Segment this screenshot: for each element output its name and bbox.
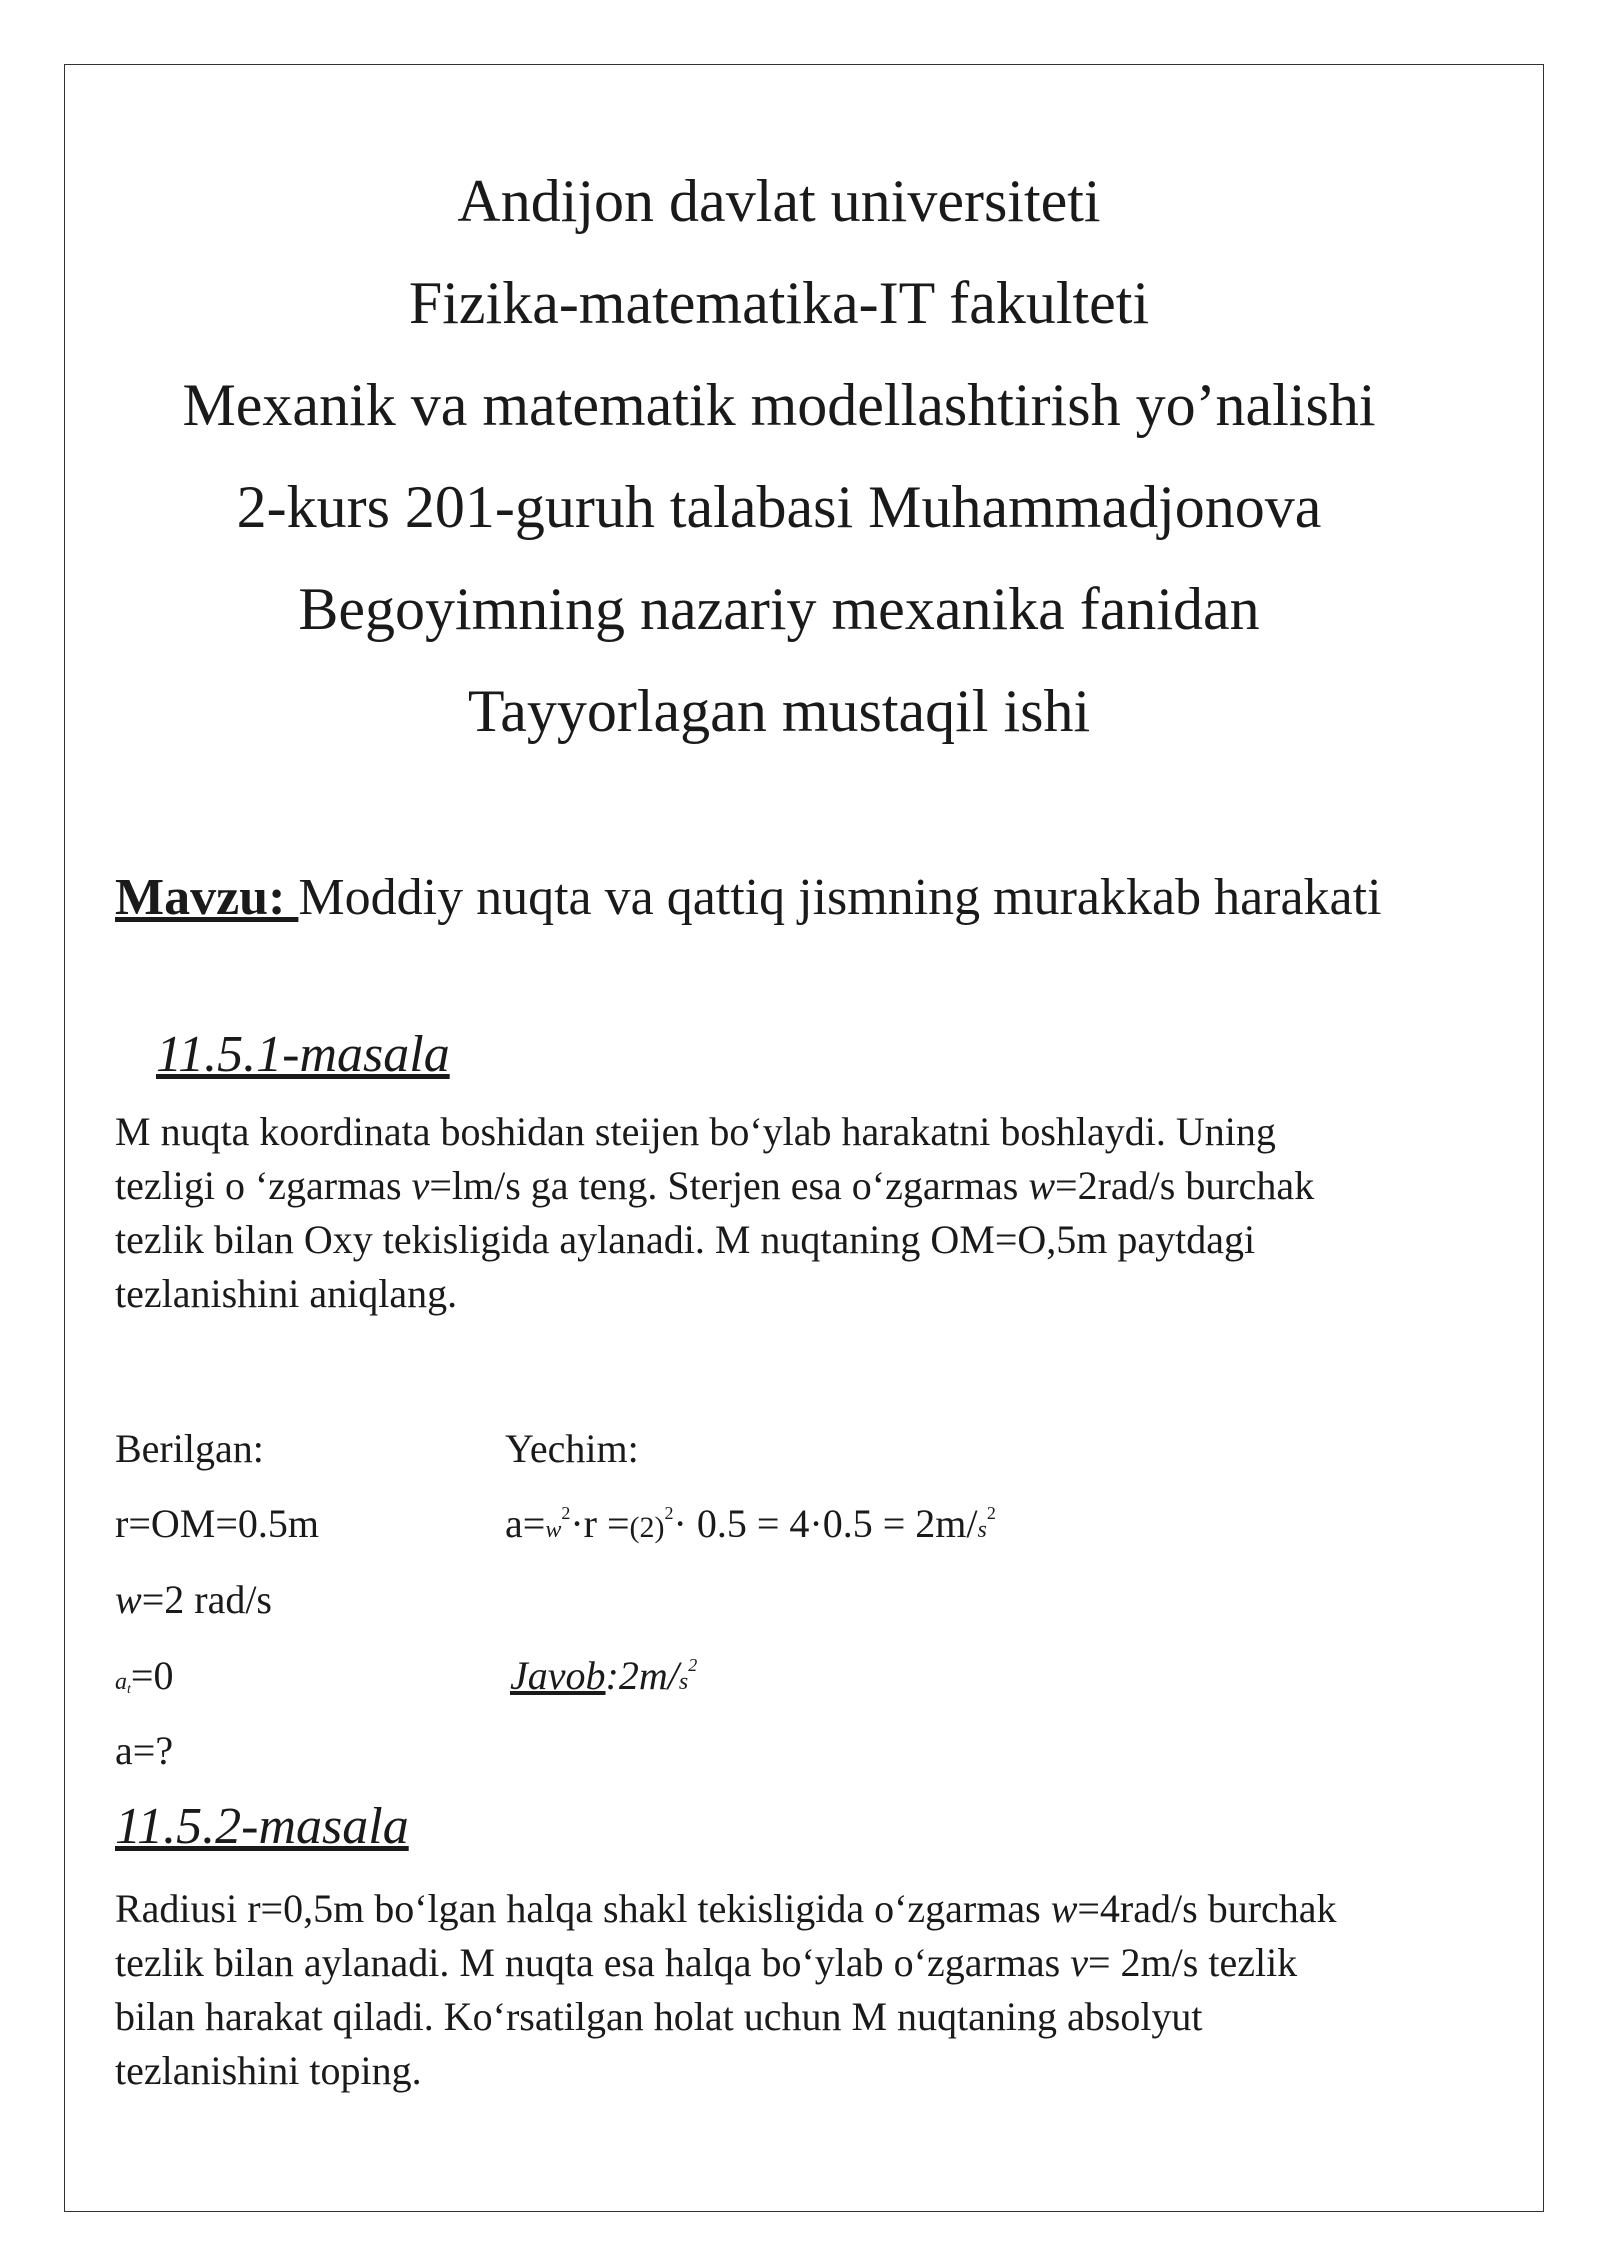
work-type-line: Tayyorlagan mustaqil ishi: [467, 678, 1091, 744]
omega-symbol: w: [1050, 1886, 1078, 1931]
square-exponent: 2: [986, 1503, 996, 1523]
title-block: [64, 150, 1494, 762]
omega-symbol: w: [1028, 1163, 1056, 1208]
program-name: Mexanik va matematik modellashtirish yo’nalishi: [182, 372, 1376, 438]
topic: [115, 868, 1382, 927]
text-run: =4rad/s burchak: [1077, 1886, 1337, 1931]
text-run: Radiusi r=0,5m bo‘lgan halqa shakl tekisligida o‘zgarmas: [115, 1886, 1051, 1931]
seconds-symbol: s: [678, 1669, 689, 1695]
omega-value: =2 rad/s: [141, 1577, 272, 1622]
problem2-line4: tezlanishini toping.: [115, 2048, 422, 2093]
text-run: tezlik bilan aylanadi. M nuqta esa halqa bo‘ylab o‘zgarmas: [115, 1940, 1071, 1985]
problem1-title: 11.5.1-masala: [156, 1026, 450, 1083]
answer-value: :2m/: [605, 1653, 679, 1698]
faculty-name: Fizika-matematika-IT fakulteti: [408, 270, 1150, 336]
answer: [510, 1652, 697, 1699]
problem2-line3: bilan harakat qiladi. Ko‘rsatilgan holat uchun M nuqtaning absolyut: [115, 1994, 1203, 2039]
square-exponent: 2: [664, 1503, 674, 1523]
text-run: = 2m/s tezlik: [1087, 1940, 1298, 1985]
formula-rest: · 0.5 = 4·0.5 = 2m/: [673, 1501, 978, 1546]
problem2-title: 11.5.2-masala: [115, 1798, 409, 1855]
given-omega: [115, 1576, 272, 1623]
square-exponent: 2: [688, 1655, 698, 1675]
problem1-line1: M nuqta koordinata boshidan steijen bo‘ylab harakatni boshlaydi. Uning: [115, 1109, 1276, 1154]
answer-label: Javob: [510, 1653, 606, 1698]
topic-label: Mavzu:: [115, 869, 299, 926]
given-unknown: a=?: [115, 1728, 174, 1773]
given-label: Berilgan:: [115, 1426, 264, 1471]
problem2-line1: [115, 1882, 1495, 1936]
text-run: =2rad/s burchak: [1055, 1163, 1315, 1208]
university-name: Andijon davlat universiteti: [457, 168, 1101, 234]
seconds-symbol: s: [977, 1517, 987, 1543]
velocity-symbol: v: [1070, 1940, 1088, 1985]
text-run: =lm/s ga teng. Sterjen esa o‘zgarmas: [429, 1163, 1029, 1208]
omega-symbol: w: [115, 1577, 142, 1622]
formula-mid: ·r =: [570, 1501, 630, 1546]
velocity-symbol: v: [411, 1163, 430, 1208]
problem1-statement: [115, 1105, 1495, 1321]
tangential-value: =0: [130, 1653, 174, 1698]
formula-prefix: a=: [505, 1501, 546, 1546]
formula-paren: (2): [629, 1511, 665, 1544]
tangential-subscript: t: [127, 1682, 131, 1697]
given-radius: r=OM=0.5m: [115, 1501, 320, 1546]
square-exponent: 2: [561, 1503, 571, 1523]
solution-label: Yechim:: [505, 1426, 639, 1471]
acceleration-symbol: a: [115, 1669, 127, 1695]
problem1-line2: [115, 1159, 1495, 1213]
given-tangential-acceleration: [115, 1652, 173, 1699]
omega-symbol: w: [545, 1517, 562, 1543]
problem2-statement: [115, 1882, 1495, 2098]
topic-text: Moddiy nuqta va qattiq jismning murakkab harakati: [298, 869, 1382, 926]
problem1-line4: tezlanishini aniqlang.: [115, 1271, 458, 1316]
problem2-line2: [115, 1936, 1495, 1990]
subject-line: Begoyimning nazariy mexanika fanidan: [298, 576, 1260, 642]
problem1-line3: tezlik bilan Oxy tekisligida aylanadi. M nuqtaning OM=O,5m paytdagi: [115, 1217, 1256, 1262]
student-line: 2-kurs 201-guruh talabasi Muhammadjonova: [236, 474, 1322, 540]
text-run: tezligi o ‘zgarmas: [115, 1163, 412, 1208]
solution-formula: [505, 1500, 996, 1547]
